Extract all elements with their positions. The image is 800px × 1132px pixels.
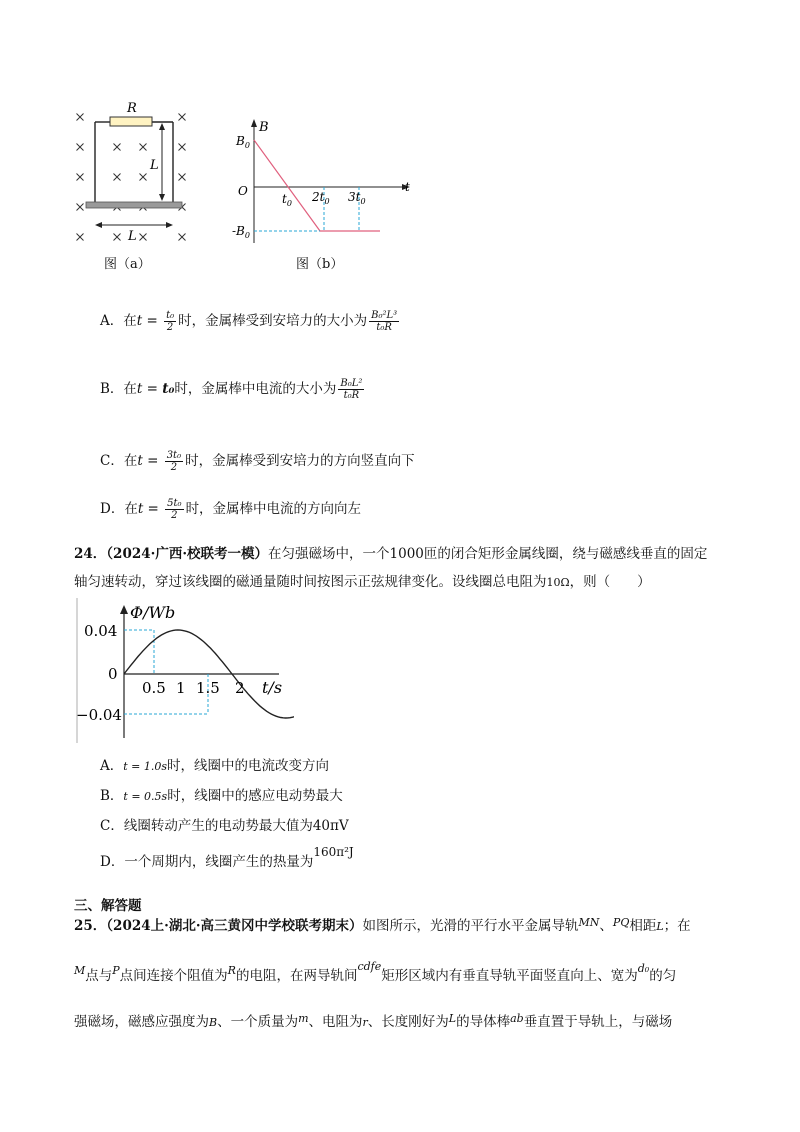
tick-2t0: $2t_0$ xyxy=(312,190,330,206)
section-title: 三、解答题 xyxy=(74,898,142,914)
flux-y-zero: 0 xyxy=(108,665,118,683)
q23-option-b[interactable]: B．在t = t₀时，金属棒中电流的大小为 $\frac{\text{B₀L²}}{\text{t₀R}}$ xyxy=(100,378,363,401)
tick-neg-B0: $-B_0$ xyxy=(232,224,250,240)
figure-a-caption: 图（a） xyxy=(104,257,151,272)
flux-y-label: Φ/Wb xyxy=(130,603,176,622)
flux-x-tick-0.5: 0.5 xyxy=(142,679,166,697)
tick-3t0: $3t_0$ xyxy=(348,190,366,206)
tick-t0: $t_0$ xyxy=(282,192,292,208)
flux-x-tick-1: 1 xyxy=(176,679,186,697)
label-L-side: L xyxy=(150,158,159,173)
flux-x-tick-2: 2 xyxy=(235,679,245,697)
axis-t-label: t xyxy=(405,180,410,194)
q25-line1: 25．（2024上·湖北·高三黄冈中学校联考期末）如图所示，光滑的平行水平金属导轨$^{MN}$、$^{PQ}$相距L；在 xyxy=(74,916,691,934)
flux-x-label: t/s xyxy=(262,678,283,697)
tick-B0: $B_0$ xyxy=(236,134,250,150)
origin-label: O xyxy=(238,184,248,198)
flux-graph xyxy=(74,598,294,743)
figure-b xyxy=(228,115,418,245)
figure-a xyxy=(70,95,200,250)
q24-option-b[interactable]: B．t = 0.5s时，线圈中的感应电动势最大 xyxy=(100,788,343,804)
label-R: R xyxy=(127,101,137,116)
q24-stem-line2: 轴匀速转动，穿过该线圈的磁通量随时间按图示正弦规律变化。设线圈总电阻为10Ω，则（ ） xyxy=(74,574,651,590)
b-field-line xyxy=(254,140,380,231)
label-L-bottom: L xyxy=(128,229,137,244)
flux-y-top: 0.04 xyxy=(84,622,118,640)
flux-x-tick-1.5: 1.5 xyxy=(196,679,220,697)
metal-rod xyxy=(86,202,182,208)
resistor xyxy=(110,117,152,126)
axis-B-label: B xyxy=(259,120,269,135)
q24-option-a[interactable]: A．t = 1.0s时，线圈中的电流改变方向 xyxy=(100,758,330,774)
figure-b-caption: 图（b） xyxy=(296,257,344,272)
q25-line2: $^M$点与$^P$点间连接个阻值为$^R$的电阻，在两导轨间$^{cdfe}$矩形区域内有垂直导轨平面竖直向上、宽为$^{d_0}$的匀 xyxy=(74,960,677,984)
q23-option-d[interactable]: D．在t = $\frac{\text{5t₀}}{2}$ 时，金属棒中电流的方向向左 xyxy=(100,498,362,521)
q25-line3: 强磁场，磁感应强度为B、一个质量为$^m$、电阻为r、长度刚好为$^L$的导体棒$^{ab}$垂直置于导轨上，与磁场 xyxy=(74,1012,673,1030)
magnetic-field-crosses xyxy=(77,114,186,241)
q24-option-d[interactable]: D．一个周期内，线圈产生的热量为160π²J xyxy=(100,845,354,870)
q23-option-a[interactable]: A．在t = $\frac{\text{t₀}}{2}$ 时，金属棒受到安培力的大小为 $\frac{\text{B₀²L³}}{\text{t₀R}}$ xyxy=(100,310,398,333)
q24-option-c[interactable]: C．线圈转动产生的电动势最大值为40πV xyxy=(100,818,349,834)
q24-stem-line1: 24．（2024·广西·校联考一模）在匀强磁场中，一个1000匝的闭合矩形金属线圈，绕与磁感线垂直的固定 xyxy=(74,546,708,562)
flux-y-bottom: −0.04 xyxy=(76,706,122,724)
q23-option-c[interactable]: C．在t = $\frac{\text{3t₀}}{2}$ 时，金属棒受到安培力的方向竖直向下 xyxy=(100,450,415,473)
